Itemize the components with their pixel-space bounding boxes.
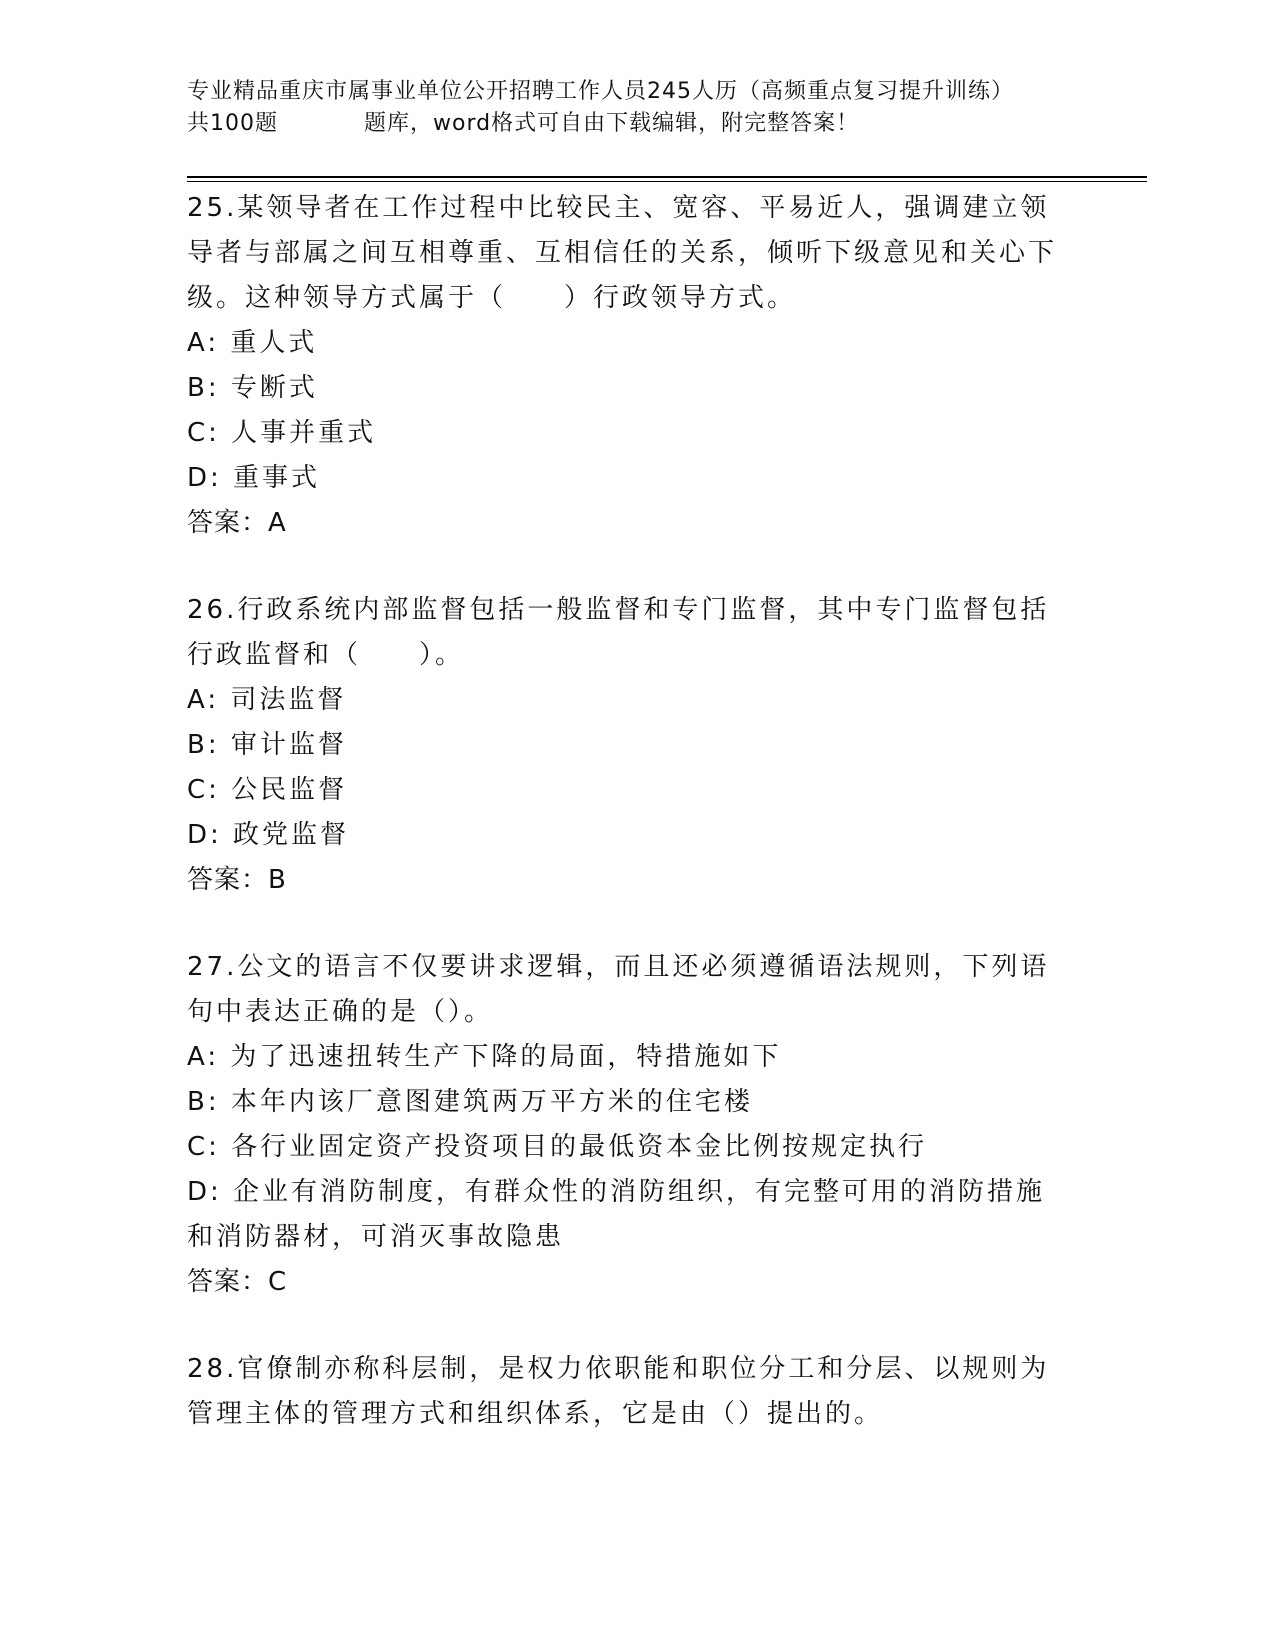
- option-c: C: 公民监督: [187, 775, 348, 805]
- question-28: [187, 1347, 1067, 1437]
- option-b: B: 本年内该厂意图建筑两万平方米的住宅楼: [187, 1087, 753, 1117]
- question-27: [187, 945, 1067, 1305]
- header-question-count: 共100题: [187, 111, 278, 136]
- question-text: 26.行政系统内部监督包括一般监督和专门监督，其中专门监督包括行政监督和（ ）。: [187, 595, 1050, 670]
- answer-label: 答案：B: [187, 865, 287, 895]
- question-text: 28.官僚制亦称科层制，是权力依职能和职位分工和分层、以规则为管理主体的管理方式和组织体系，它是由（）提出的。: [187, 1354, 1050, 1429]
- option-a: A: 重人式: [187, 328, 318, 358]
- question-26: [187, 588, 1067, 903]
- header-subtitle-line: [187, 108, 1087, 140]
- answer-label: 答案：A: [187, 508, 287, 538]
- header-title-line: 专业精品重庆市属事业单位公开招聘工作人员245人历（高频重点复习提升训练）: [187, 79, 1014, 104]
- option-c: C: 各行业固定资产投资项目的最低资本金比例按规定执行: [187, 1132, 928, 1162]
- header-divider-thick: [187, 176, 1147, 178]
- option-c: C: 人事并重式: [187, 418, 377, 448]
- option-d: D: 重事式: [187, 463, 321, 493]
- answer-label: 答案：C: [187, 1267, 288, 1297]
- option-a: A: 为了迅速扭转生产下降的局面，特措施如下: [187, 1042, 782, 1072]
- option-d: D: 企业有消防制度，有群众性的消防组织，有完整可用的消防措施和消防器材，可消灭事故隐患: [187, 1177, 1046, 1252]
- question-text: 25.某领导者在工作过程中比较民主、宽容、平易近人，强调建立领导者与部属之间互相尊重、互相信任的关系，倾听下级意见和关心下级。这种领导方式属于（ ）行政领导方式。: [187, 193, 1058, 313]
- option-a: A: 司法监督: [187, 685, 347, 715]
- option-b: B: 审计监督: [187, 730, 347, 760]
- header-divider-thin: [187, 181, 1147, 182]
- option-d: D: 政党监督: [187, 820, 350, 850]
- question-25: [187, 186, 1067, 546]
- question-text: 27.公文的语言不仅要讲求逻辑，而且还必须遵循语法规则，下列语句中表达正确的是（）。: [187, 952, 1050, 1027]
- document-header: [187, 76, 1087, 140]
- question-list: [187, 186, 1067, 1479]
- option-b: B: 专断式: [187, 373, 318, 403]
- header-description: 题库，word格式可自由下载编辑，附完整答案！: [364, 111, 860, 136]
